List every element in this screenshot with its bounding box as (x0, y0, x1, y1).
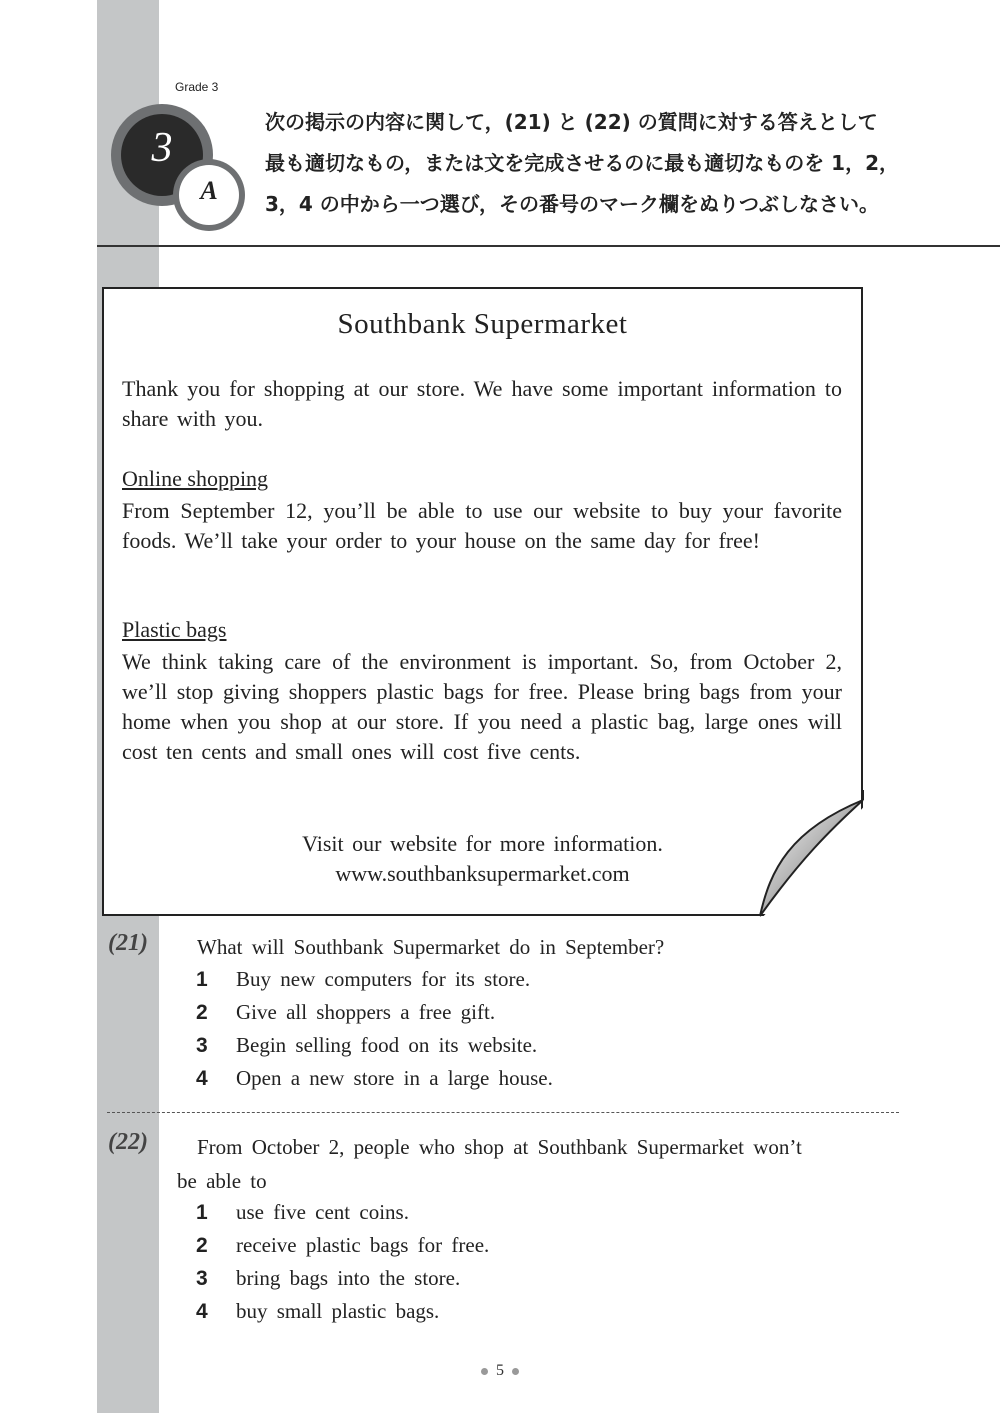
option-text: buy small plastic bags. (236, 1299, 440, 1323)
notice-title: Southbank Supermarket (337, 308, 628, 340)
option-number: 2 (196, 1001, 208, 1024)
question-divider (107, 1112, 899, 1113)
section-body-plastic-bags: We think taking care of the environment is important. So, from October 2, we’ll stop giving shoppers plastic bags for free. Please bring bags from your home when you shop at our store. If you need a plastic bag, large ones will cost ten cents and small ones will cost five cents. (122, 649, 842, 764)
option-number: 4 (196, 1067, 208, 1090)
header-divider (97, 245, 1000, 247)
option-text: Buy new computers for its store. (236, 967, 531, 991)
option-number: 3 (196, 1034, 208, 1057)
option-text: Begin selling food on its website. (236, 1033, 538, 1057)
instructions (265, 102, 925, 225)
option-number: 2 (196, 1234, 208, 1257)
option-text: bring bags into the store. (236, 1266, 461, 1290)
question-text-22: From October 2, people who shop at Southbank Supermarket won’t (197, 1135, 802, 1159)
instruction-line: 次の掲示の内容に関して，(21) と (22) の質問に対する答えとして (265, 110, 878, 134)
answer-option[interactable] (196, 1000, 495, 1025)
answer-option[interactable] (196, 1066, 553, 1091)
section-number: 3 (151, 125, 173, 171)
section-heading-plastic-bags: Plastic bags (122, 617, 227, 642)
notice-footer-text: Visit our website for more information. (302, 831, 663, 856)
question-text-21: What will Southbank Supermarket do in September? (197, 935, 665, 959)
grade-label: Grade 3 (175, 80, 219, 94)
bullet-icon (512, 1368, 519, 1375)
page-number-text: 5 (496, 1362, 504, 1379)
notice-footer (102, 829, 863, 889)
option-text: use five cent coins. (236, 1200, 409, 1224)
instruction-line: 最も適切なもの，または文を完成させるのに最も適切なものを 1，2， (265, 151, 899, 175)
option-text: receive plastic bags for free. (236, 1233, 490, 1257)
option-number: 4 (196, 1300, 208, 1323)
answer-option[interactable] (196, 1033, 537, 1058)
answer-option[interactable] (196, 967, 530, 992)
section-body-online-shopping: From September 12, you’ll be able to use our website to buy your favorite foods. We’ll take your order to your house on the same day for free! (122, 498, 842, 553)
subsection-letter: A (200, 176, 218, 205)
answer-option[interactable] (196, 1266, 460, 1291)
option-text: Give all shoppers a free gift. (236, 1000, 496, 1024)
instruction-line: 3，4 の中から一つ選び，その番号のマーク欄をぬりつぶしなさい。 (265, 192, 879, 216)
question-number-22: (22) (108, 1129, 148, 1155)
section-heading-online-shopping: Online shopping (122, 466, 269, 491)
bullet-icon (481, 1368, 488, 1375)
question-number-21: (21) (108, 930, 148, 956)
question-text-22-continued: be able to (177, 1169, 267, 1193)
notice-intro: Thank you for shopping at our store. We have some important information to share with you. (122, 376, 842, 431)
page-number (440, 1362, 560, 1380)
answer-option[interactable] (196, 1299, 439, 1324)
option-number: 3 (196, 1267, 208, 1290)
option-number: 1 (196, 1201, 208, 1224)
answer-option[interactable] (196, 1200, 409, 1225)
website-url: www.southbanksupermarket.com (335, 861, 630, 886)
answer-option[interactable] (196, 1233, 489, 1258)
option-text: Open a new store in a large house. (236, 1066, 553, 1090)
option-number: 1 (196, 968, 208, 991)
